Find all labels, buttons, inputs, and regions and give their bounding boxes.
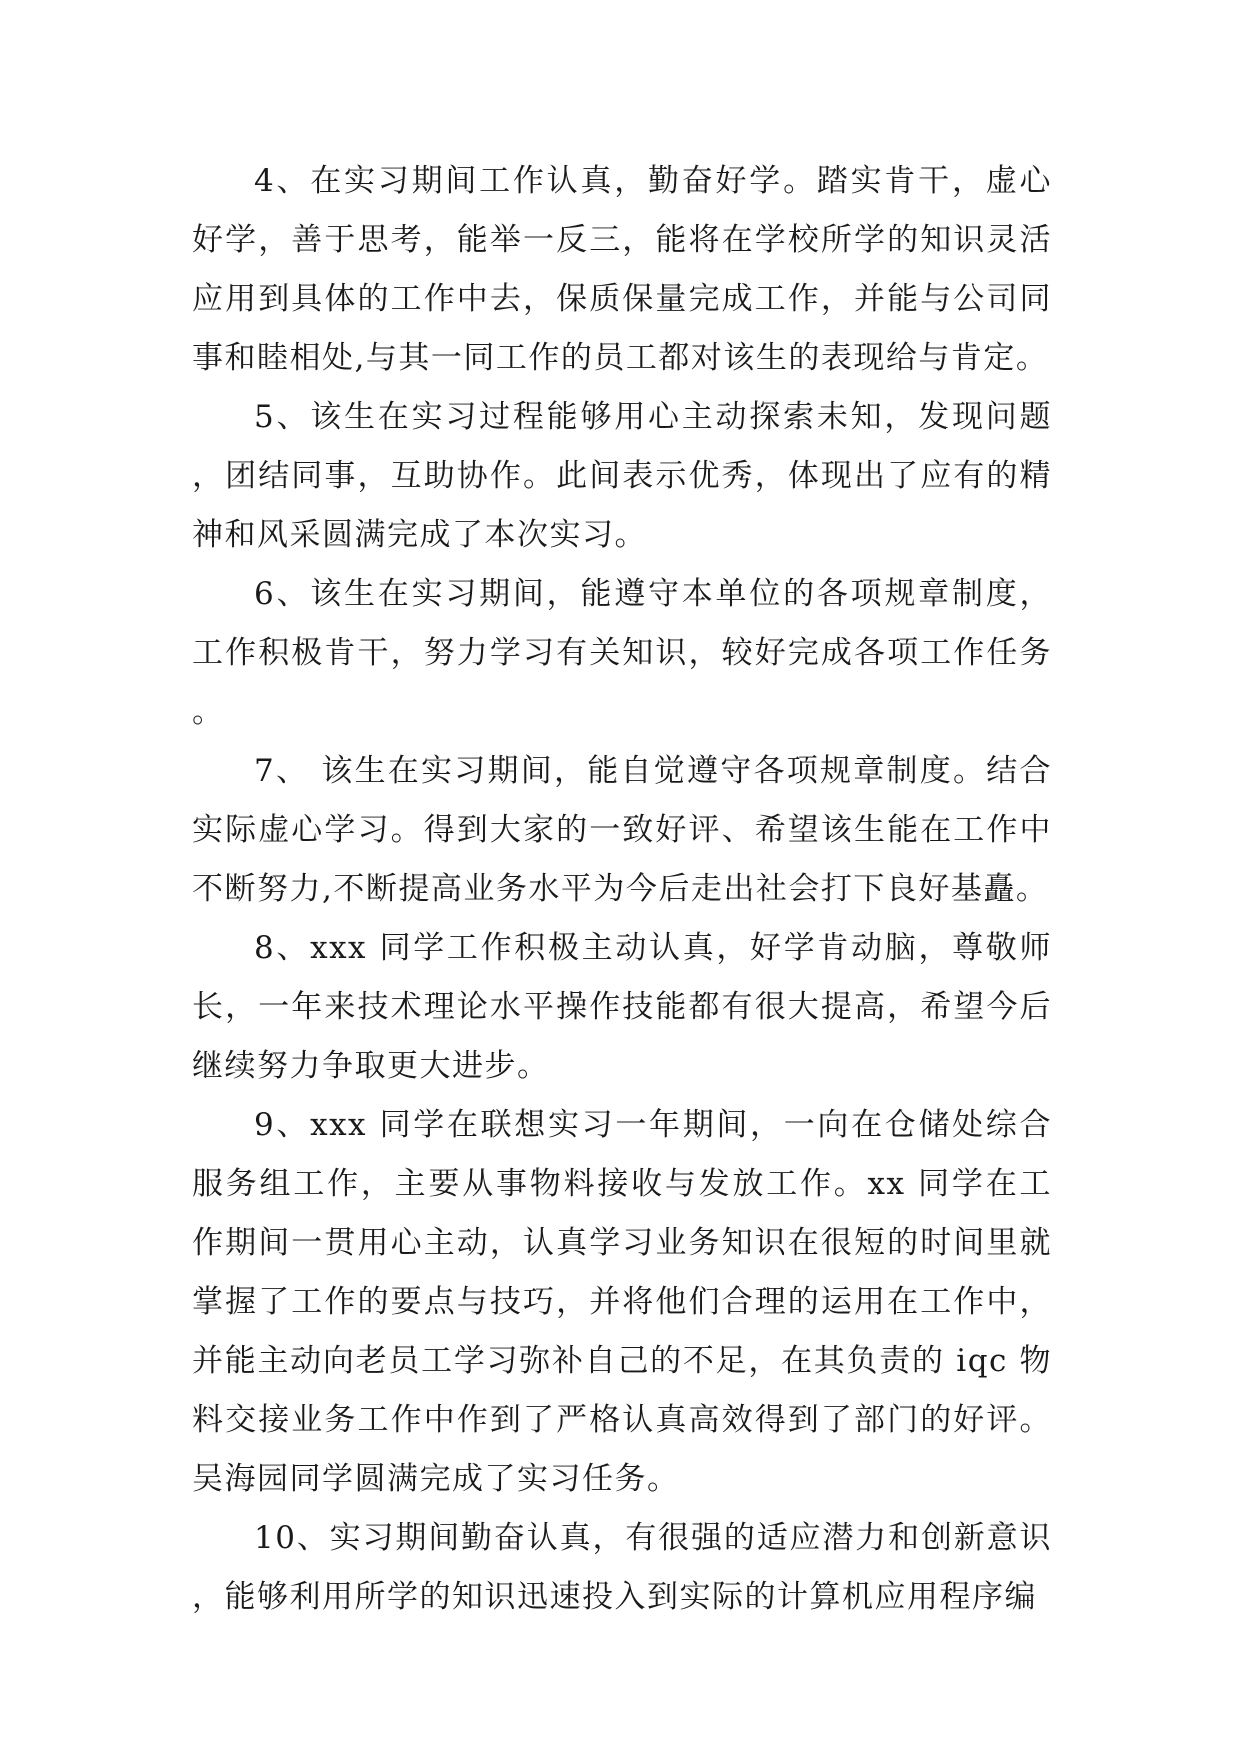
- paragraph-4: 4、在实习期间工作认真，勤奋好学。踏实肯干，虚心好学，善于思考，能举一反三，能将在学校所学的知识灵活应用到具体的工作中去，保质保量完成工作，并能与公司同事和睦相处,与其一同工作的员工都对该生的表现给与肯定。: [192, 163, 1052, 376]
- paragraph-8: 8、xxx 同学工作积极主动认真，好学肯动脑，尊敬师长，一年来技术理论水平操作技能都有很大提高，希望今后继续努力争取更大进步。: [192, 930, 1052, 1084]
- paragraph-6: 6、该生在实习期间，能遵守本单位的各项规章制度，工作积极肯干，努力学习有关知识，较好完成各项工作任务。: [192, 576, 1052, 730]
- paragraph-5: 5、该生在实习过程能够用心主动探索未知，发现问题，团结同事，互助协作。此间表示优秀，体现出了应有的精神和风采圆满完成了本次实习。: [192, 399, 1052, 553]
- document-body: [192, 152, 1052, 1627]
- paragraph-10: 10、实习期间勤奋认真，有很强的适应潜力和创新意识，能够利用所学的知识迅速投入到实际的计算机应用程序编: [192, 1520, 1052, 1615]
- paragraph-9: 9、xxx 同学在联想实习一年期间，一向在仓储处综合服务组工作，主要从事物料接收与发放工作。xx 同学在工作期间一贯用心主动，认真学习业务知识在很短的时间里就掌握了工作的要点与技巧，并将他们合理的运用在工作中，并能主动向老员工学习弥补自己的不足，在其负责的 iqc 物料交接业务工作中作到了严格认真高效得到了部门的好评。吴海园同学圆满完成了实习任务。: [192, 1107, 1052, 1497]
- paragraph-7: 7、 该生在实习期间，能自觉遵守各项规章制度。结合实际虚心学习。得到大家的一致好评、希望该生能在工作中不断努力,不断提高业务水平为今后走出社会打下良好基矗。: [192, 753, 1052, 907]
